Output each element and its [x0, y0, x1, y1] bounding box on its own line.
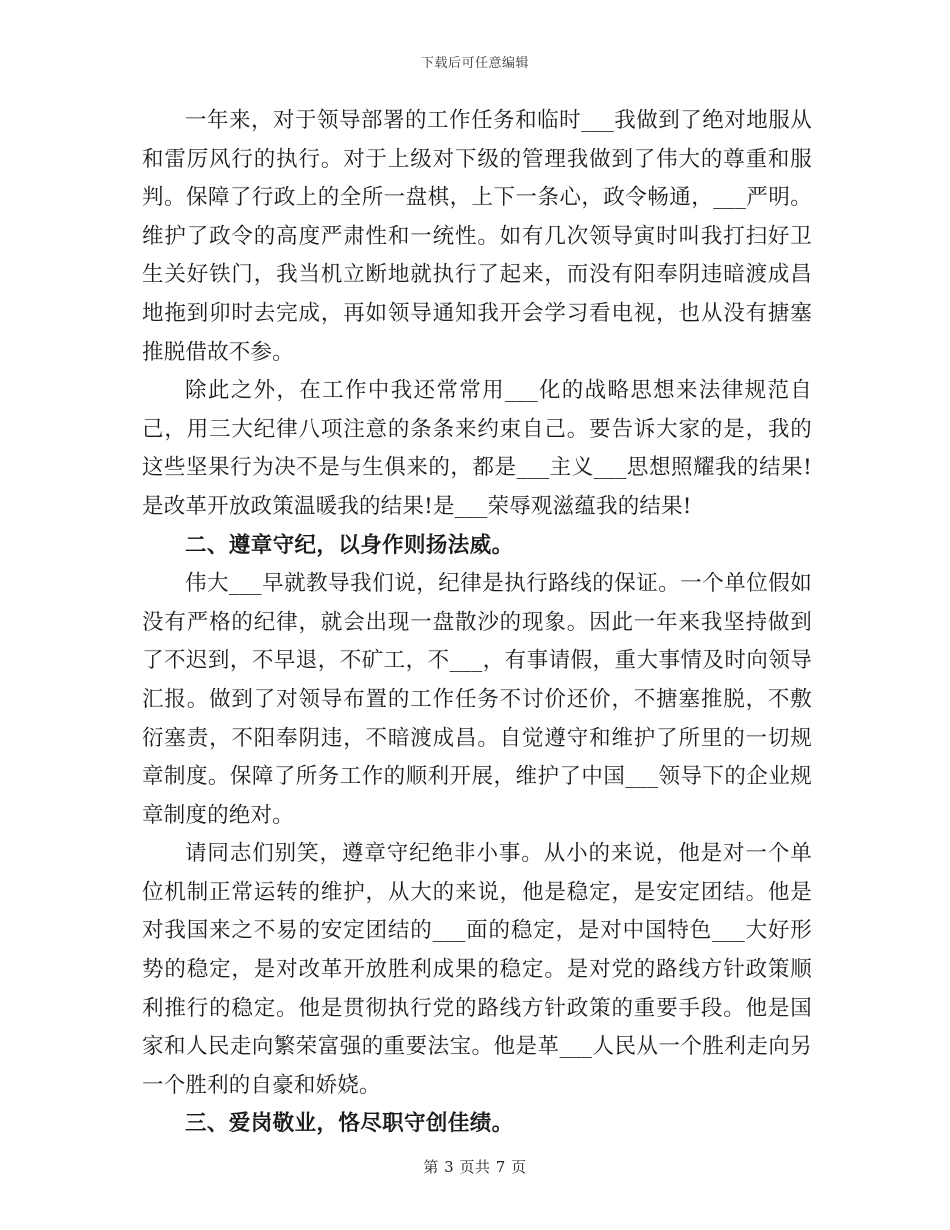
paragraph-obedience: 一年来，对于领导部署的工作任务和临时___我做到了绝对地服从和雷厉风行的执行。对于上级对下级的管理我做到了伟大的尊重和服判。保障了行政上的全所一盘棋，上下一条心，政令畅通，___严明。维护了政令的高度严肃性和一统性。如有几次领导寅时叫我打扫好卫生关好铁门，我当机立断地就执行了起来，而没有阳奉阴违暗渡成昌地拖到卯时去完成，再如领导通知我开会学习看电视，也从没有搪塞推脱借故不参。	[142, 108, 812, 365]
page-header: 下载后可任意编辑	[420, 56, 529, 71]
paragraph-thought: 除此之外，在工作中我还常常用___化的战略思想来法律规范自己，用三大纪律八项注意的条条来约束自己。要告诉大家的是，我的这些坚果行为决不是与生俱来的，都是___主义___思想照耀我的结果!是改革开放政策温暖我的结果!是___荣辱观滋蕴我的结果!	[142, 378, 812, 519]
section-heading-discipline: 二、遵章守纪，以身作则扬法威。	[185, 532, 514, 558]
section-heading-dedication: 三、爱岗敬业，恪尽职守创佳绩。	[185, 1111, 514, 1137]
page-footer: 第 3 页共 7 页	[423, 1158, 527, 1176]
document-body	[142, 102, 812, 1144]
paragraph-stability: 请同志们别笑，遵章守纪绝非小事。从小的来说，他是对一个单位机制正常运转的维护，从大的来说，他是稳定，是安定团结。他是对我国来之不易的安定团结的___面的稳定，是对中国特色___大好形势的稳定，是对改革开放胜利成果的稳定。是对党的路线方针政策顺利推行的稳定。他是贯彻执行党的路线方针政策的重要手段。他是国家和人民走向繁荣富强的重要法宝。他是革___人民从一个胜利走向另一个胜利的自豪和娇娆。	[142, 841, 812, 1098]
paragraph-discipline: 伟大___早就教导我们说，纪律是执行路线的保证。一个单位假如没有严格的纪律，就会出现一盘散沙的现象。因此一年来我坚持做到了不迟到，不早退，不矿工，不___，有事请假，重大事情及时向领导汇报。做到了对领导布置的工作任务不讨价还价，不搪塞推脱，不敷衍塞责，不阳奉阴违，不暗渡成昌。自觉遵守和维护了所里的一切规章制度。保障了所务工作的顺利开展，维护了中国___领导下的企业规章制度的绝对。	[142, 571, 812, 828]
